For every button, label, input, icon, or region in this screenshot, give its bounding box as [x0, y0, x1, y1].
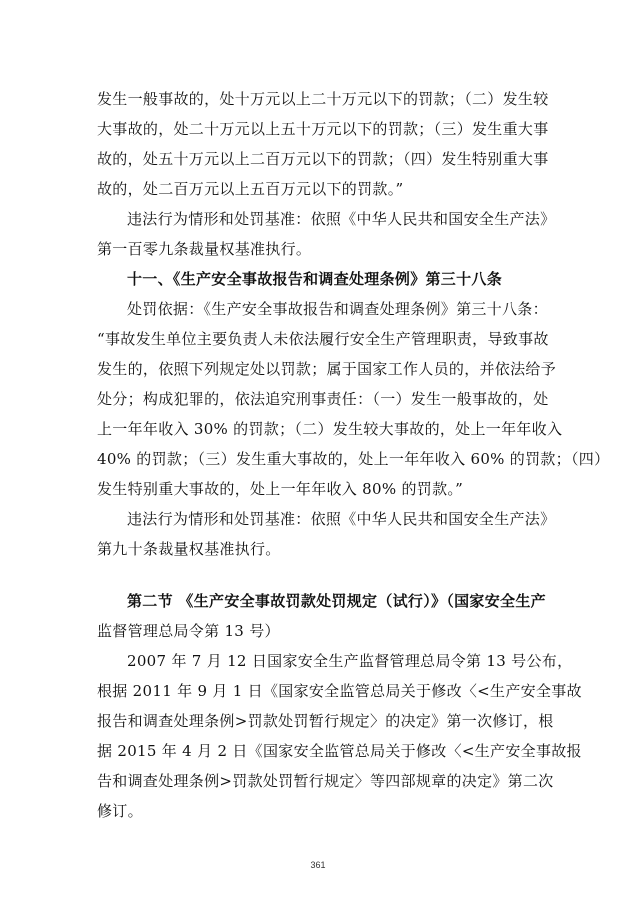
text-line: 告和调查处理条例>罚款处罚暂行规定〉等四部规章的决定》第二次 [97, 772, 554, 790]
text-line: 大事故的，处二十万元以上五十万元以下的罚款；（三）发生重大事 [97, 120, 549, 138]
section-heading: 第二节 《生产安全事故罚款处罚规定（试行）》（国家安全生产 [127, 592, 546, 610]
section-heading: 十一、《生产安全事故报告和调查处理条例》第三十八条 [127, 270, 503, 288]
text-line: “事故发生单位主要负责人未依法履行安全生产管理职责，导致事故 [97, 330, 549, 348]
page-number: 361 [310, 860, 326, 870]
text-line: 监督管理总局令第 13 号） [97, 622, 280, 640]
text-line: 故的，处五十万元以上二百万元以下的罚款；（四）发生特别重大事 [97, 150, 549, 168]
text-line: 发生的，依照下列规定处以罚款；属于国家工作人员的，并依法给予 [97, 360, 557, 378]
text-line: 违法行为情形和处罚基准：依照《中华人民共和国安全生产法》 [127, 210, 556, 228]
text-line: 修订。 [97, 802, 143, 820]
text-line: 第九十条裁量权基准执行。 [97, 540, 281, 558]
text-line: 上一年年收入 30% 的罚款；（二）发生较大事故的，处上一年年收入 [97, 420, 563, 438]
text-line: 发生一般事故的，处十万元以上二十万元以下的罚款；（二）发生较 [97, 90, 549, 108]
text-line: 处分；构成犯罪的，依法追究刑事责任：（一）发生一般事故的，处 [97, 390, 549, 408]
text-line: 处罚依据：《生产安全事故报告和调查处理条例》第三十八条： [127, 300, 548, 318]
text-line: 发生特别重大事故的，处上一年年收入 80% 的罚款。” [97, 480, 464, 498]
text-line: 2007 年 7 月 12 日国家安全生产监督管理总局令第 13 号公布， [127, 652, 573, 670]
text-line: 违法行为情形和处罚基准：依照《中华人民共和国安全生产法》 [127, 510, 556, 528]
text-line: 据 2015 年 4 月 2 日《国家安全监管总局关于修改〈<生产安全事故报 [97, 742, 582, 760]
text-line: 40% 的罚款；（三）发生重大事故的，处上一年年收入 60% 的罚款；（四） [97, 450, 610, 468]
text-line: 故的，处二百万元以上五百万元以下的罚款。” [97, 180, 404, 198]
text-line: 根据 2011 年 9 月 1 日《国家安全监管总局关于修改〈<生产安全事故 [97, 682, 582, 700]
text-line: 第一百零九条裁量权基准执行。 [97, 240, 312, 258]
text-line: 报告和调查处理条例>罚款处罚暂行规定〉的决定》第一次修订，根 [97, 712, 554, 730]
